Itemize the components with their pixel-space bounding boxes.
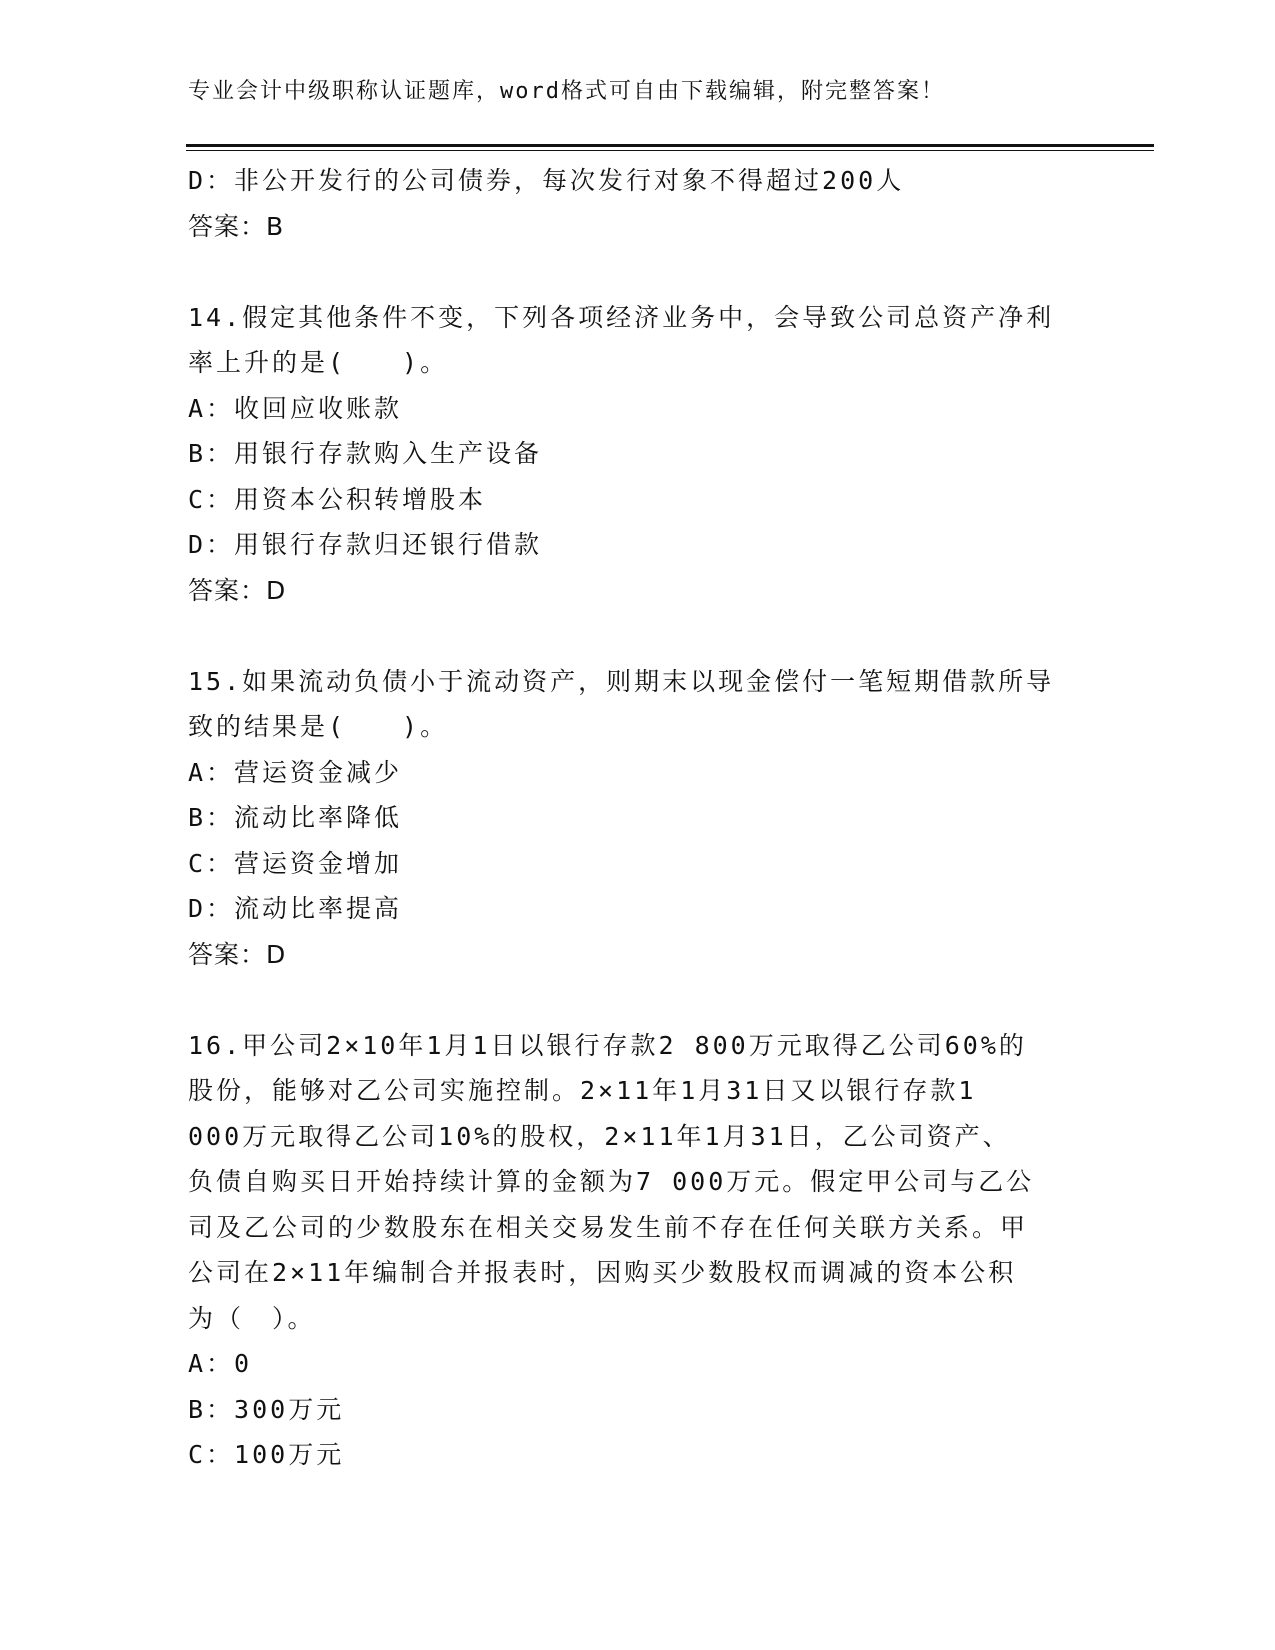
header-rule-thin bbox=[186, 150, 1154, 151]
q16-stem-line5: 司及乙公司的少数股东在相关交易发生前不存在任何关联方关系。甲 bbox=[188, 1212, 1029, 1242]
q15-option-b: B：流动比率降低 bbox=[188, 803, 403, 832]
q14-option-b: B：用银行存款购入生产设备 bbox=[188, 439, 543, 468]
q14-option-c: C：用资本公积转增股本 bbox=[188, 484, 487, 514]
q15-answer: 答案：D bbox=[188, 939, 287, 969]
spacer bbox=[188, 977, 1148, 1023]
q16-stem-line2: 股份，能够对乙公司实施控制。2×11年1月31日又以银行存款1 bbox=[188, 1076, 977, 1105]
question-content bbox=[188, 158, 1148, 1478]
q16-option-a: A：0 bbox=[188, 1349, 253, 1378]
q16-option-b: B：300万元 bbox=[188, 1394, 345, 1424]
q16-option-c: C：100万元 bbox=[188, 1440, 345, 1469]
q15-option-c: C：营运资金增加 bbox=[188, 848, 403, 878]
q14-option-a: A：收回应收账款 bbox=[188, 393, 403, 423]
q15-option-d: D：流动比率提高 bbox=[188, 894, 403, 923]
q16-stem-line6: 公司在2×11年编制合并报表时，因购买少数股权而调减的资本公积 bbox=[188, 1258, 1017, 1287]
q15-stem-line2: 致的结果是( )。 bbox=[188, 712, 449, 741]
q16-stem-line3: 000万元取得乙公司10%的股权，2×11年1月31日，乙公司资产、 bbox=[188, 1121, 1011, 1151]
prev-option-d: D：非公开发行的公司债券，每次发行对象不得超过200人 bbox=[188, 166, 905, 195]
prev-answer: 答案：B bbox=[188, 211, 285, 241]
page-header: 专业会计中级职称认证题库，word格式可自由下载编辑，附完整答案！ bbox=[188, 79, 945, 104]
q16-stem-line7: 为（ ）。 bbox=[188, 1303, 316, 1333]
header-rule-thick bbox=[186, 144, 1154, 147]
q14-stem-line2: 率上升的是( )。 bbox=[188, 348, 449, 377]
q14-stem-line1: 14.假定其他条件不变，下列各项经济业务中，会导致公司总资产净利 bbox=[188, 302, 1055, 332]
q16-stem-line1: 16.甲公司2×10年1月1日以银行存款2 800万元取得乙公司60%的 bbox=[188, 1030, 1027, 1060]
q14-answer: 答案：D bbox=[188, 575, 287, 605]
q15-stem-line1: 15.如果流动负债小于流动资产，则期末以现金偿付一笔短期借款所导 bbox=[188, 666, 1055, 696]
q15-option-a: A：营运资金减少 bbox=[188, 757, 403, 787]
spacer bbox=[188, 249, 1148, 295]
spacer bbox=[188, 613, 1148, 659]
q16-stem-line4: 负债自购买日开始持续计算的金额为7 000万元。假定甲公司与乙公 bbox=[188, 1167, 1035, 1196]
q14-option-d: D：用银行存款归还银行借款 bbox=[188, 530, 543, 559]
